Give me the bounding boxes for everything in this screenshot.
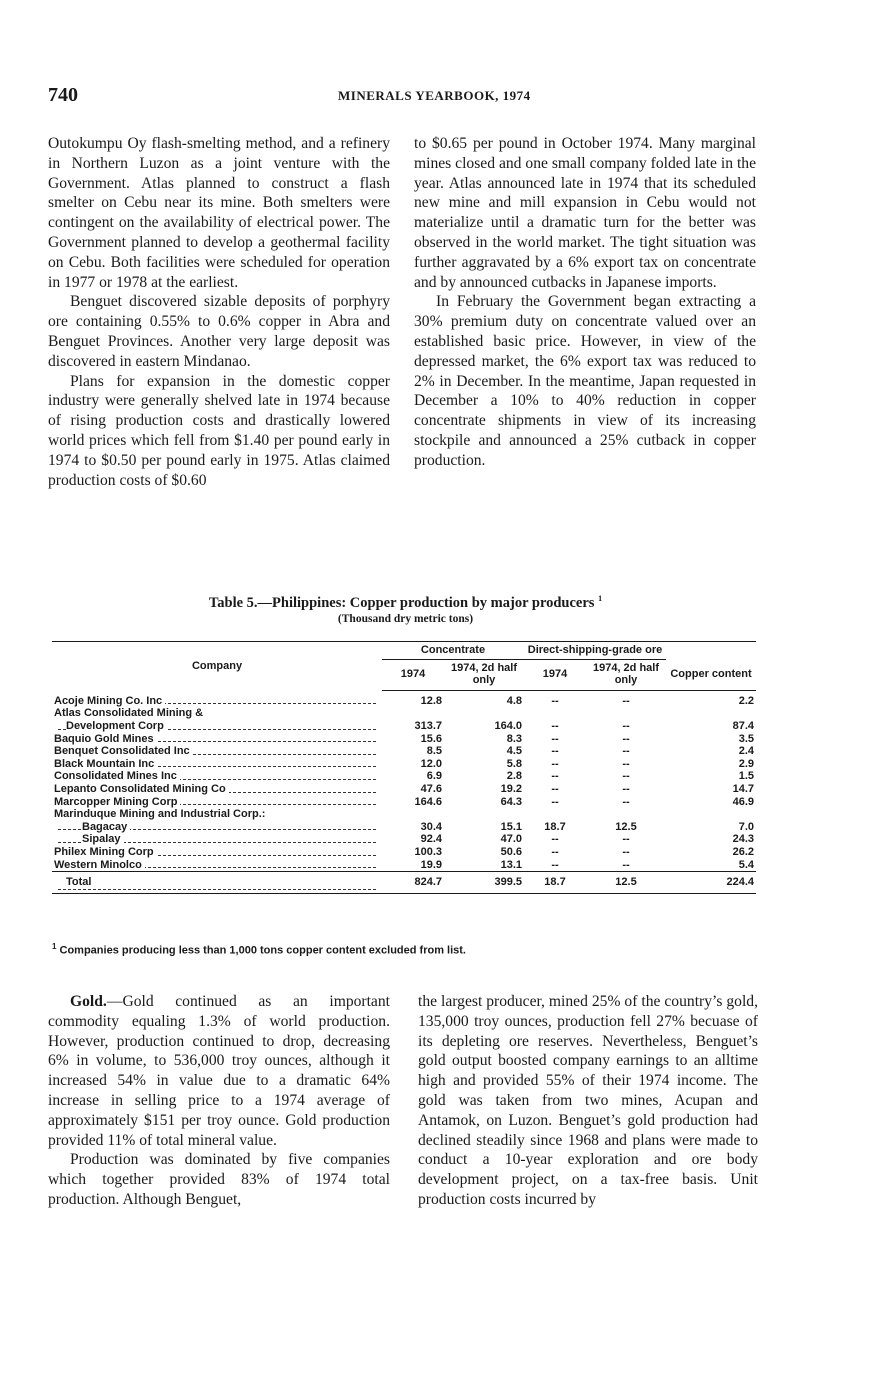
dsg-half-cell: -- — [622, 845, 630, 858]
copper-cell: 7.0 — [738, 820, 754, 833]
empty-cell — [666, 808, 756, 821]
conc-half-cell: 13.1 — [500, 858, 522, 871]
text-column-right-top — [414, 134, 756, 471]
company-cell — [52, 720, 382, 733]
text-column-left-bottom — [48, 992, 390, 1210]
copper-cell: 1.5 — [738, 770, 754, 783]
table-subtitle: (Thousand dry metric tons) — [337, 613, 474, 625]
running-title: MINERALS YEARBOOK, 1974 — [338, 88, 531, 103]
page-number: 740 — [48, 84, 78, 106]
text-column-right-bottom — [418, 992, 758, 1210]
empty-cell — [524, 808, 586, 821]
footnote-text: Companies producing less than 1,000 tons copper content excluded from list. — [59, 944, 466, 957]
empty-cell — [382, 808, 444, 821]
paragraph: Benguet discovered sizable deposits of porphyry ore containing 0.55% to 0.6% copper in Abra and Benguet Provinces. Another very large deposit was discovered in eastern Mindanao. — [48, 293, 390, 370]
company-name: Sipalay — [82, 833, 124, 845]
dsg-1974-cell: -- — [551, 757, 559, 770]
copper-cell: 2.4 — [738, 745, 754, 758]
conc-1974-cell: 30.4 — [420, 820, 442, 833]
dsg-half-cell: -- — [622, 719, 630, 732]
total-label: Total — [66, 876, 94, 888]
table-row — [52, 770, 756, 783]
company-cell — [52, 707, 382, 720]
conc-half-cell: 19.2 — [500, 782, 522, 795]
table-row — [52, 821, 756, 834]
dsg-half-cell: -- — [622, 694, 630, 707]
dsg-1974-cell: -- — [551, 833, 559, 846]
header-conc-half: 1974, 2d half only — [444, 659, 524, 690]
production-table-wrap — [52, 641, 756, 894]
paragraph-text: —Gold continued as an important commodity equaling 1.3% of world production. However, production continued to drop, decreasing 6% in volume, to 536,000 troy ounces, although it increased 54% in value due to a dramatic 64% increase in selling price to a 1974 average of approximately $151 per troy ounce. Gold production provided 11% of total mineral value. — [48, 993, 390, 1149]
dsg-1974-cell: -- — [551, 770, 559, 783]
dsg-half-cell: -- — [622, 782, 630, 795]
table-row — [52, 808, 756, 821]
conc-1974-cell: 12.8 — [420, 694, 442, 707]
paragraph: Plans for expansion in the domestic copper industry were generally shelved late in 1974 because of rising production costs and drastically lowered world prices which fell from $1.40 per pound early in 1974 to $0.50 per pound early in 1975. Atlas claimed production costs of $0.60 — [48, 372, 390, 489]
company-cell — [52, 745, 382, 758]
company-name: Western Minolco — [54, 859, 145, 871]
company-cell — [52, 783, 382, 796]
conc-half-cell: 50.6 — [500, 845, 522, 858]
company-name: Bagacay — [82, 821, 130, 833]
dsg-1974-cell: -- — [551, 745, 559, 758]
paragraph — [48, 992, 390, 1150]
table-row — [52, 846, 756, 859]
header-direct-shipping: Direct-shipping-grade ore — [524, 642, 666, 660]
table-title-text: Table 5.—Philippines: Copper production by major producers — [208, 594, 595, 611]
conc-1974-cell: 92.4 — [420, 833, 442, 846]
conc-half-cell: 15.1 — [500, 820, 522, 833]
header-conc-1974: 1974 — [382, 659, 444, 690]
header-concentrate: Concentrate — [382, 642, 524, 660]
table-row — [52, 758, 756, 771]
dsg-1974-cell: -- — [551, 719, 559, 732]
company-name: Development Corp — [66, 720, 167, 732]
company-name: Baquio Gold Mines — [54, 733, 157, 745]
table-row — [52, 833, 756, 846]
conc-1974-cell: 8.5 — [426, 745, 442, 758]
dsg-half-cell: -- — [622, 745, 630, 758]
empty-cell — [586, 808, 666, 821]
company-name: Consolidated Mines Inc — [54, 770, 180, 782]
copper-cell: 2.9 — [738, 757, 754, 770]
dsg-1974-cell: -- — [551, 732, 559, 745]
copper-cell: 87.4 — [732, 719, 754, 732]
empty-cell — [524, 707, 586, 720]
table-row — [52, 783, 756, 796]
dsg-half-cell: -- — [622, 770, 630, 783]
paragraph: Outokumpu Oy flash-smelting method, and a refinery in Northern Luzon as a joint venture with the Government. Atlas planned to construct a flash smelter on Cebu near its mine. Both smelters were contingent on the availability of electrical power. The Government planned to develop a geothermal facility on Cebu. Both facilities were scheduled for operation in 1977 or 1978 at the earliest. — [48, 135, 390, 291]
paragraph: In February the Government began extracting a 30% premium duty on concentrate valued over an established basic price. However, in view of the depressed market, the 6% export tax was reduced to 2% in December. In the meantime, Japan requested in December a 10% to 40% reduction in copper concentrate shipments in view of its increasing stockpile and announced a 25% cutback in copper production. — [414, 293, 756, 469]
company-name: Benquet Consolidated Inc — [54, 745, 193, 757]
production-table — [52, 641, 756, 894]
section-heading-gold: Gold. — [70, 993, 107, 1010]
copper-cell: 24.3 — [732, 833, 754, 846]
empty-cell — [382, 707, 444, 720]
table-row — [52, 720, 756, 733]
dsg-1974-cell: -- — [551, 845, 559, 858]
paragraph: the largest producer, mined 25% of the country’s gold, 135,000 troy ounces, production fell 27% becuase of its depleting ore reserves. Nevertheless, Benguet’s gold output boosted company earnings to an alltime high and provided 55% of their 1974 income. The gold was taken from two mines, Acupan and Antamok, on Luzon. Benguet’s gold production had declined steadily since 1968 and plans were made to conduct a 10-year exploration and ore body development project, on a tax-free basis. Unit production costs incurred by — [418, 993, 758, 1208]
dsg-half-cell: 12.5 — [615, 820, 637, 833]
company-name: Lepanto Consolidated Mining Co — [54, 783, 229, 795]
text-column-left-top — [48, 134, 390, 490]
company-cell — [52, 733, 382, 746]
empty-cell — [586, 707, 666, 720]
copper-cell: 2.2 — [738, 694, 754, 707]
dsg-1974-cell: 18.7 — [544, 820, 566, 833]
dsg-half-cell: -- — [622, 833, 630, 846]
table-total-row — [52, 872, 756, 894]
conc-1974-cell: 19.9 — [420, 858, 442, 871]
company-name: Marcopper Mining Corp — [54, 796, 180, 808]
company-name: Atlas Consolidated Mining & — [54, 707, 206, 719]
header-dsg-half: 1974, 2d half only — [586, 659, 666, 690]
conc-1974-cell: 15.6 — [420, 732, 442, 745]
dsg-half-cell: -- — [622, 757, 630, 770]
total-conc-half: 399.5 — [444, 872, 524, 894]
dsg-half-cell: -- — [622, 858, 630, 871]
company-name: Marinduque Mining and Industrial Corp.: — [54, 808, 268, 820]
header-spacer — [666, 642, 756, 660]
header-copper: Copper content — [666, 659, 756, 690]
copper-cell: 26.2 — [732, 845, 754, 858]
total-conc-1974: 824.7 — [382, 872, 444, 894]
company-cell — [52, 770, 382, 783]
total-copper: 224.4 — [666, 872, 756, 894]
paragraph: to $0.65 per pound in October 1974. Many marginal mines closed and one small company folded late in the year. Atlas announced late in 1974 that its scheduled new mine and mill expansion in Cebu would not materialize until a dramatic turn for the better was observed in the world market. The tight situation was further aggravated by a 6% export tax on concentrate and by announced cutbacks in Japanese imports. — [414, 135, 756, 291]
copper-cell: 14.7 — [732, 782, 754, 795]
dsg-1974-cell: -- — [551, 795, 559, 808]
conc-half-cell: 5.8 — [506, 757, 522, 770]
conc-1974-cell: 164.6 — [414, 795, 442, 808]
company-name: Philex Mining Corp — [54, 846, 157, 858]
copper-cell: 46.9 — [732, 795, 754, 808]
table-row — [52, 707, 756, 720]
company-cell — [52, 833, 382, 846]
dsg-half-cell: -- — [622, 795, 630, 808]
table-title — [48, 594, 763, 612]
company-cell — [52, 846, 382, 859]
header-dsg-1974: 1974 — [524, 659, 586, 690]
table-row — [52, 690, 756, 707]
company-cell — [52, 808, 382, 821]
dsg-half-cell: -- — [622, 732, 630, 745]
total-dsg-1974: 18.7 — [524, 872, 586, 894]
header-company: Company — [52, 642, 382, 691]
company-cell — [52, 821, 382, 834]
conc-half-cell: 4.5 — [506, 745, 522, 758]
conc-1974-cell: 6.9 — [426, 770, 442, 783]
conc-half-cell: 64.3 — [500, 795, 522, 808]
conc-half-cell: 164.0 — [494, 719, 522, 732]
total-dsg-half: 12.5 — [586, 872, 666, 894]
conc-1974-cell: 313.7 — [414, 719, 442, 732]
copper-cell: 5.4 — [738, 858, 754, 871]
total-label-cell — [52, 872, 382, 894]
footnote-mark: 1 — [52, 942, 57, 951]
conc-half-cell: 2.8 — [506, 770, 522, 783]
table-row — [52, 745, 756, 758]
empty-cell — [444, 808, 524, 821]
company-name: Acoje Mining Co. Inc — [54, 695, 165, 707]
copper-cell: 3.5 — [738, 732, 754, 745]
table-footnote — [52, 942, 756, 957]
company-name: Black Mountain Inc — [54, 758, 157, 770]
table-row — [52, 859, 756, 872]
table-row — [52, 796, 756, 809]
conc-1974-cell: 12.0 — [420, 757, 442, 770]
conc-half-cell: 4.8 — [506, 694, 522, 707]
dsg-1974-cell: -- — [551, 858, 559, 871]
company-cell — [52, 796, 382, 809]
dsg-1974-cell: -- — [551, 694, 559, 707]
company-cell — [52, 690, 382, 707]
company-cell — [52, 859, 382, 872]
page-header — [48, 84, 763, 108]
conc-half-cell: 8.3 — [506, 732, 522, 745]
conc-1974-cell: 100.3 — [414, 845, 442, 858]
table-row — [52, 733, 756, 746]
conc-1974-cell: 47.6 — [420, 782, 442, 795]
company-cell — [52, 758, 382, 771]
table-title-footnote-mark: 1 — [598, 594, 603, 603]
dsg-1974-cell: -- — [551, 782, 559, 795]
paragraph: Production was dominated by five companies which together provided 83% of 1974 total production. Although Benguet, — [48, 1151, 390, 1208]
empty-cell — [666, 707, 756, 720]
empty-cell — [444, 707, 524, 720]
conc-half-cell: 47.0 — [500, 833, 522, 846]
